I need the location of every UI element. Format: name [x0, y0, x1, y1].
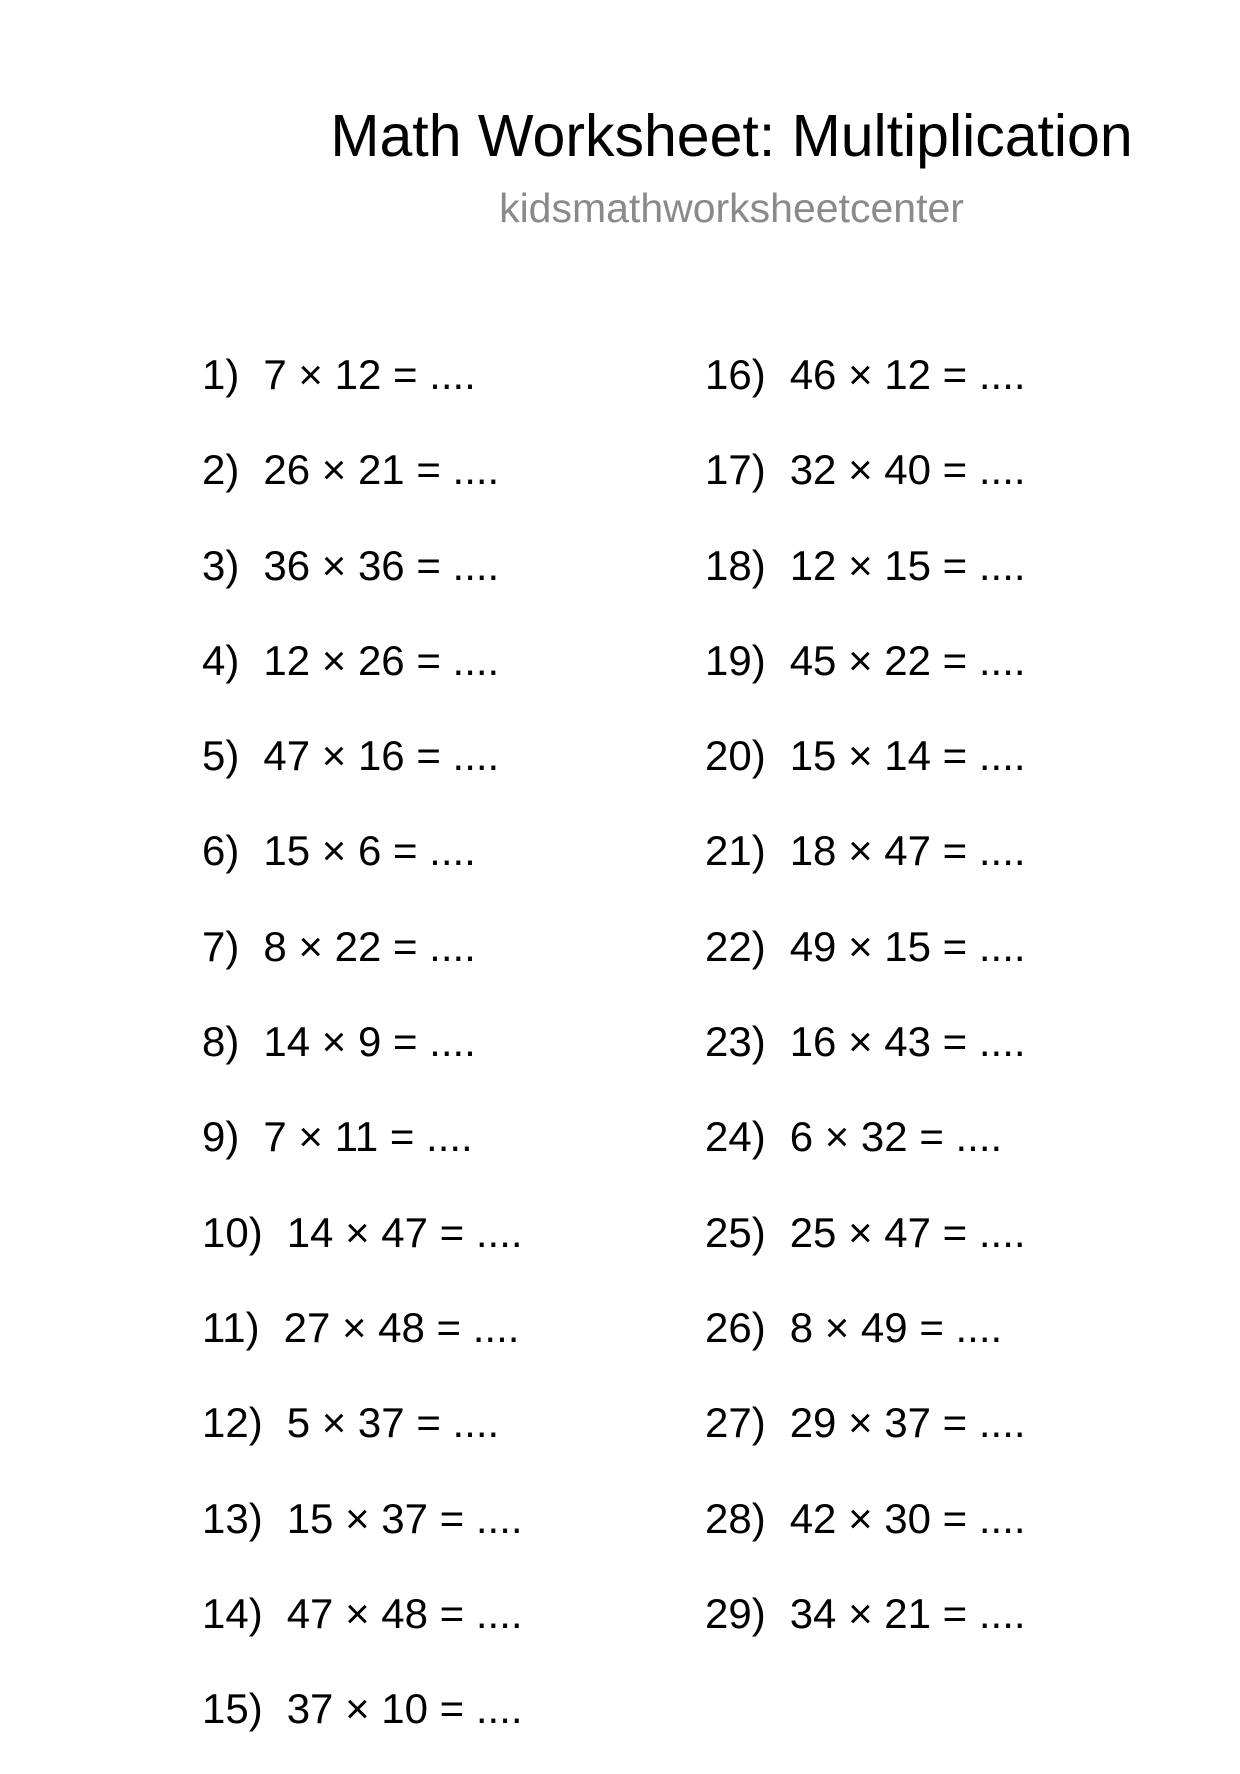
problem-number: 26) [705, 1303, 766, 1351]
problem-expression: 32 × 40 = .... [789, 446, 1026, 494]
problem-item [705, 821, 1026, 916]
problem-expression: 14 × 9 = .... [263, 1018, 476, 1066]
problem-column-right [705, 345, 1026, 1679]
problem-item [705, 631, 1026, 726]
problem-number: 7) [202, 922, 240, 970]
problem-expression: 15 × 14 = .... [789, 732, 1026, 780]
problem-number: 28) [705, 1494, 766, 1542]
problem-item [705, 1012, 1026, 1107]
problem-item [705, 1489, 1026, 1584]
problem-item [202, 1107, 523, 1202]
problem-number: 16) [705, 351, 766, 398]
problem-item [705, 1298, 1026, 1393]
problem-expression: 26 × 21 = .... [263, 446, 500, 494]
problem-expression: 46 × 12 = .... [789, 351, 1026, 398]
problem-expression: 15 × 6 = .... [263, 827, 476, 875]
problem-item [705, 1393, 1026, 1488]
problem-expression: 47 × 48 = .... [286, 1589, 523, 1637]
problem-expression: 29 × 37 = .... [789, 1399, 1026, 1447]
problem-item [202, 726, 523, 821]
problem-item [705, 536, 1026, 631]
problem-expression: 12 × 15 = .... [789, 541, 1026, 589]
problem-expression: 8 × 22 = .... [263, 922, 476, 970]
problem-number: 4) [202, 636, 240, 684]
problem-item [202, 536, 523, 631]
problem-number: 2) [202, 446, 240, 494]
problem-number: 18) [705, 541, 766, 589]
problem-item [202, 345, 523, 440]
problem-number: 14) [202, 1589, 263, 1637]
problem-number: 15) [202, 1685, 263, 1733]
problem-column-left [202, 345, 523, 1774]
problem-item [202, 1679, 523, 1774]
problem-number: 25) [705, 1208, 766, 1256]
problem-number: 21) [705, 827, 766, 875]
problem-expression: 12 × 26 = .... [263, 636, 500, 684]
problem-number: 19) [705, 636, 766, 684]
problem-number: 24) [705, 1113, 766, 1161]
problem-item [705, 440, 1026, 535]
problem-expression: 7 × 11 = .... [263, 1113, 473, 1161]
problem-number: 8) [202, 1018, 240, 1066]
problem-number: 22) [705, 922, 766, 970]
problem-number: 23) [705, 1018, 766, 1066]
problem-number: 13) [202, 1494, 263, 1542]
problem-expression: 25 × 47 = .... [789, 1208, 1026, 1256]
problem-item [202, 917, 523, 1012]
problem-item [705, 917, 1026, 1012]
problem-item [202, 1298, 523, 1393]
problem-item [202, 1489, 523, 1584]
problem-expression: 34 × 21 = .... [789, 1589, 1026, 1637]
problem-item [202, 440, 523, 535]
problem-number: 12) [202, 1399, 263, 1447]
problem-item [705, 345, 1026, 440]
problem-expression: 6 × 32 = .... [789, 1113, 1003, 1161]
problem-expression: 45 × 22 = .... [789, 636, 1026, 684]
problem-number: 20) [705, 732, 766, 780]
problem-item [705, 726, 1026, 821]
problem-item [202, 631, 523, 726]
problem-item [202, 1393, 523, 1488]
problem-expression: 49 × 15 = .... [789, 922, 1026, 970]
problem-expression: 15 × 37 = .... [286, 1494, 523, 1542]
problem-expression: 42 × 30 = .... [789, 1494, 1026, 1542]
problem-number: 3) [202, 541, 240, 589]
problem-item [202, 821, 523, 916]
problem-item [705, 1584, 1026, 1679]
problem-item [705, 1107, 1026, 1202]
problem-number: 1) [202, 351, 240, 398]
problem-number: 27) [705, 1399, 766, 1447]
problem-expression: 14 × 47 = .... [286, 1208, 523, 1256]
problem-number: 6) [202, 827, 240, 875]
problem-number: 29) [705, 1589, 766, 1637]
problem-item [202, 1203, 523, 1298]
problem-expression: 8 × 49 = .... [789, 1303, 1003, 1351]
problem-expression: 47 × 16 = .... [263, 732, 500, 780]
problem-number: 5) [202, 732, 240, 780]
problem-item [202, 1012, 523, 1107]
problem-item [202, 1584, 523, 1679]
problem-expression: 36 × 36 = .... [263, 541, 500, 589]
problem-expression: 37 × 10 = .... [286, 1685, 523, 1733]
page-title: Math Worksheet: Multiplication [330, 103, 1133, 169]
problem-expression: 27 × 48 = .... [283, 1303, 520, 1351]
problem-expression: 16 × 43 = .... [789, 1018, 1026, 1066]
page-subtitle: kidsmathworksheetcenter [499, 185, 964, 231]
problem-item [705, 1203, 1026, 1298]
problem-number: 9) [202, 1113, 240, 1161]
problem-number: 10) [202, 1208, 263, 1256]
problem-number: 11) [202, 1303, 260, 1351]
problem-expression: 7 × 12 = .... [263, 351, 476, 398]
problem-expression: 5 × 37 = .... [286, 1399, 500, 1447]
problem-number: 17) [705, 446, 766, 494]
problem-expression: 18 × 47 = .... [789, 827, 1026, 875]
